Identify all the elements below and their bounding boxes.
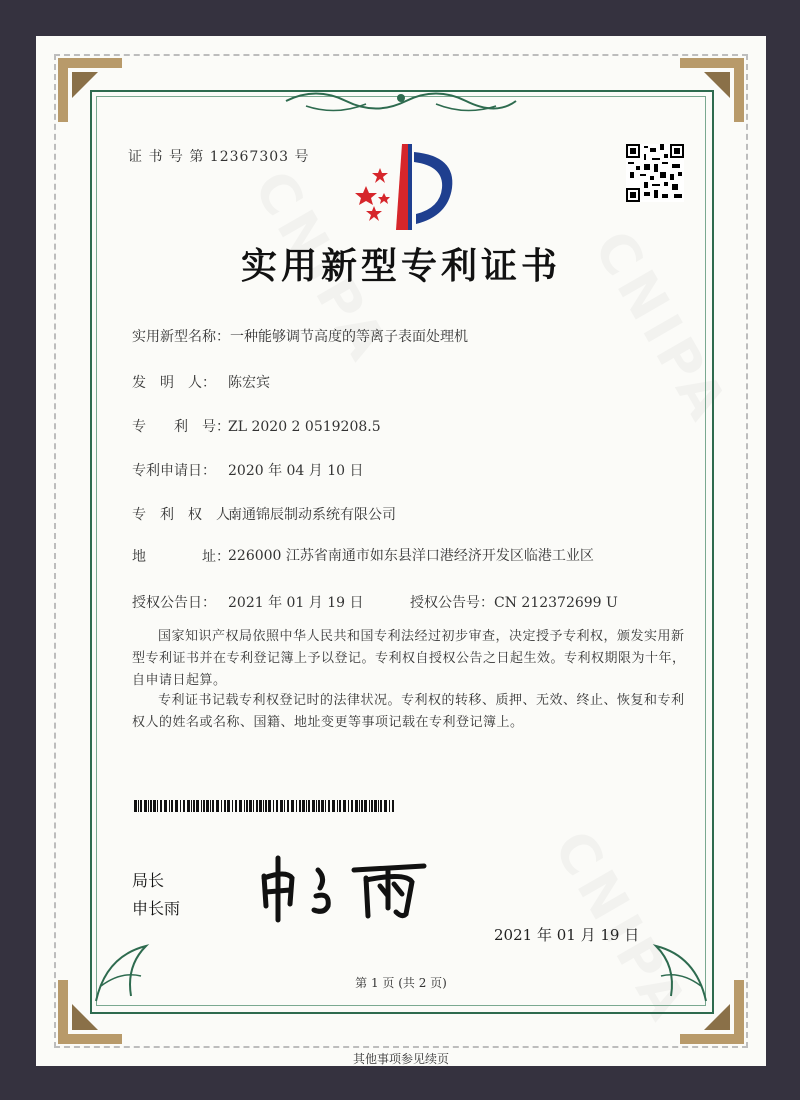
- page-number: 第 1 页 (共 2 页): [355, 976, 447, 990]
- field-holder-value: 南通锦辰制动系统有限公司: [228, 507, 396, 523]
- field-address-label-row: [132, 546, 230, 566]
- field-name: [132, 326, 468, 346]
- field-name-label: 实用新型名称：: [132, 329, 230, 345]
- field-grant-date-label: 授权公告日：: [132, 595, 216, 611]
- cnipa-logo-icon: [344, 138, 462, 234]
- statement-paragraph-1: 国家知识产权局依照中华人民共和国专利法经过初步审查，决定授予专利权，颁发实用新型专利证书并在专利登记簿上予以登记。专利权自授权公告之日起生效。专利权期限为十年，自申请日起算。: [132, 629, 686, 688]
- field-inventor-value: 陈宏宾: [228, 375, 270, 391]
- field-patent-no-value: ZL 2020 2 0519208.5: [228, 419, 381, 435]
- field-patent-no-label: 专 利 号：: [132, 419, 230, 435]
- field-address-label: 地 址：: [132, 549, 230, 565]
- field-grant-no-value: CN 212372699 U: [494, 595, 618, 611]
- top-ornament-icon: [276, 86, 526, 116]
- corner-ornament-icon: [58, 58, 122, 122]
- field-inventor: [132, 372, 270, 392]
- issue-date: 2021 年 01 月 19 日: [494, 926, 640, 944]
- field-patent-no: [132, 416, 381, 436]
- field-apply-date-value: 2020 年 04 月 10 日: [228, 463, 364, 479]
- field-address-value: 226000 江苏省南通市如东县洋口港经济开发区临港工业区: [228, 548, 594, 564]
- field-inventor-label: 发 明 人：: [132, 375, 216, 391]
- certificate-title: 实用新型专利证书: [240, 246, 561, 287]
- field-grant-date-value: 2021 年 01 月 19 日: [228, 595, 364, 611]
- director-title: 局长: [132, 871, 165, 890]
- statement-paragraph-2: 专利证书记载专利权登记时的法律状况。专利权的转移、质押、无效、终止、恢复和专利权人的姓名或名称、国籍、地址变更等事项记载在专利登记簿上。: [132, 693, 685, 730]
- field-apply-date-label: 专利申请日：: [132, 463, 216, 479]
- certificate-number: 证 书 号 第 12367303 号: [128, 149, 310, 165]
- barcode-icon: [134, 800, 396, 812]
- field-grant-no-label: 授权公告号：: [410, 595, 494, 611]
- signature-icon: [256, 848, 436, 926]
- certificate-sheet: [36, 36, 766, 1066]
- field-name-value: 一种能够调节高度的等离子表面处理机: [230, 329, 468, 345]
- field-holder-label: 专 利 权 人：: [132, 507, 244, 523]
- corner-ornament-icon: [680, 58, 744, 122]
- qr-code-icon: [626, 144, 684, 202]
- continuation-note: 其他事项参见续页: [352, 1052, 449, 1066]
- director-name: 申长雨: [132, 899, 181, 918]
- field-grant-date: [132, 592, 364, 612]
- field-apply-date: [132, 460, 364, 480]
- field-grant-no: [410, 592, 618, 612]
- field-holder: [132, 504, 396, 524]
